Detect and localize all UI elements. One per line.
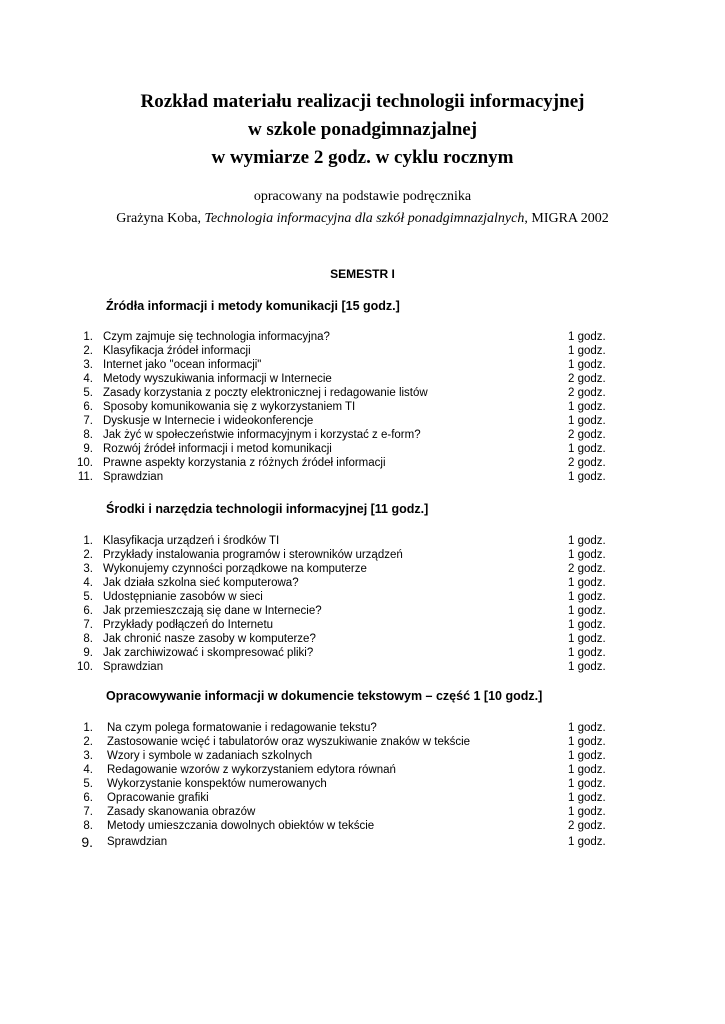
section-heading-3: Opracowywanie informacji w dokumencie tekstowym – część 1 [10 godz.] — [106, 689, 543, 703]
item-hours: 1 godz. — [568, 549, 606, 561]
list-item — [60, 791, 620, 805]
item-topic: Metody umieszczania dowolnych obiektów w tekście — [107, 820, 375, 832]
list-item — [60, 548, 620, 562]
item-hours: 2 godz. — [568, 457, 606, 469]
item-topic: Metody wyszukiwania informacji w Internecie — [103, 373, 332, 385]
item-hours: 1 godz. — [568, 619, 606, 631]
item-number: 8. — [83, 820, 93, 832]
item-hours: 1 godz. — [568, 535, 606, 547]
subtitle-line-1: opracowany na podstawie podręcznika — [253, 189, 472, 204]
list-item — [60, 534, 620, 548]
item-hours: 1 godz. — [568, 722, 606, 734]
list-item — [60, 763, 620, 777]
section-heading-1: Źródła informacji i metody komunikacji [15 godz.] — [106, 299, 400, 313]
item-hours: 1 godz. — [568, 331, 606, 343]
section-heading-2: Środki i narzędzia technologii informacyjnej [11 godz.] — [106, 502, 429, 516]
list-item — [60, 358, 620, 372]
item-topic: Redagowanie wzorów z wykorzystaniem edytora równań — [107, 764, 396, 776]
subtitle-line-2 — [0, 208, 725, 230]
item-hours: 1 godz. — [568, 750, 606, 762]
list-item — [60, 805, 620, 819]
book-title: Technologia informacyjna dla szkół ponadgimnazjalnych — [204, 211, 525, 226]
list-item — [60, 819, 620, 833]
item-topic: Jak działa szkolna sieć komputerowa? — [103, 577, 299, 589]
item-hours: 1 godz. — [568, 806, 606, 818]
item-topic: Wykorzystanie konspektów numerowanych — [107, 778, 327, 790]
section-list-1 — [60, 330, 620, 484]
item-hours: 1 godz. — [568, 647, 606, 659]
list-item — [60, 749, 620, 763]
book-author: Grażyna Koba, — [116, 211, 205, 226]
item-topic: Sprawdzian — [107, 836, 168, 848]
item-topic: Udostępnianie zasobów w sieci — [103, 591, 263, 603]
item-number: 2. — [83, 736, 93, 748]
item-topic: Jak przemieszczają się dane w Internecie? — [103, 605, 322, 617]
item-number: 9. — [83, 443, 93, 455]
item-hours: 1 godz. — [568, 778, 606, 790]
item-hours: 1 godz. — [568, 443, 606, 455]
title-line-2: w szkole ponadgimnazjalnej — [247, 119, 478, 140]
list-item — [60, 470, 620, 484]
item-topic: Sprawdzian — [103, 471, 164, 483]
item-topic: Jak chronić nasze zasoby w komputerze? — [103, 633, 316, 645]
section-list-3 — [60, 721, 620, 851]
item-topic: Czym zajmuje się technologia informacyjna? — [103, 331, 330, 343]
item-topic: Sprawdzian — [103, 661, 164, 673]
item-number: 8. — [83, 633, 93, 645]
item-number: 3. — [83, 750, 93, 762]
item-number: 10. — [77, 457, 93, 469]
book-publisher: , MIGRA 2002 — [524, 211, 609, 226]
item-topic: Opracowanie grafiki — [107, 792, 209, 804]
section-list-2 — [60, 534, 620, 674]
item-hours: 2 godz. — [568, 429, 606, 441]
item-number: 5. — [83, 591, 93, 603]
item-hours: 1 godz. — [568, 661, 606, 673]
item-number: 3. — [83, 359, 93, 371]
list-item — [60, 400, 620, 414]
item-topic: Przykłady instalowania programów i sterowników urządzeń — [103, 549, 403, 561]
item-hours: 1 godz. — [568, 359, 606, 371]
item-hours: 1 godz. — [568, 836, 606, 848]
item-hours: 1 godz. — [568, 415, 606, 427]
item-number: 6. — [83, 605, 93, 617]
item-hours: 1 godz. — [568, 345, 606, 357]
list-item — [60, 386, 620, 400]
list-item — [60, 414, 620, 428]
list-item — [60, 344, 620, 358]
item-number: 7. — [83, 415, 93, 427]
list-item — [60, 618, 620, 632]
item-number: 6. — [83, 401, 93, 413]
item-hours: 1 godz. — [568, 401, 606, 413]
list-item — [60, 456, 620, 470]
list-item — [60, 576, 620, 590]
item-number: 9. — [83, 647, 93, 659]
item-topic: Zastosowanie wcięć i tabulatorów oraz wyszukiwanie znaków w tekście — [107, 736, 471, 748]
item-number: 7. — [83, 619, 93, 631]
item-topic: Wzory i symbole w zadaniach szkolnych — [107, 750, 313, 762]
list-item — [60, 590, 620, 604]
list-item — [60, 562, 620, 576]
item-topic: Dyskusje w Internecie i wideokonferencje — [103, 415, 314, 427]
item-hours: 1 godz. — [568, 591, 606, 603]
list-item — [60, 632, 620, 646]
title-line-3: w wymiarze 2 godz. w cyklu rocznym — [211, 147, 514, 168]
item-number: 4. — [83, 764, 93, 776]
item-topic: Rozwój źródeł informacji i metod komunikacji — [103, 443, 332, 455]
item-number: 1. — [83, 722, 93, 734]
semester-heading: SEMESTR I — [330, 267, 395, 281]
list-item — [60, 442, 620, 456]
item-hours: 1 godz. — [568, 736, 606, 748]
item-topic: Wykonujemy czynności porządkowe na komputerze — [103, 563, 367, 575]
item-number: 8. — [83, 429, 93, 441]
item-number: 5. — [83, 387, 93, 399]
item-number: 2. — [83, 549, 93, 561]
item-hours: 1 godz. — [568, 577, 606, 589]
list-item — [60, 604, 620, 618]
item-topic: Prawne aspekty korzystania z różnych źródeł informacji — [103, 457, 386, 469]
item-number: 11. — [77, 471, 93, 483]
item-number: 6. — [83, 792, 93, 804]
item-number: 7. — [83, 806, 93, 818]
item-hours: 2 godz. — [568, 387, 606, 399]
item-number: 3. — [83, 563, 93, 575]
list-item — [60, 777, 620, 791]
list-item — [60, 721, 620, 735]
title-line-1: Rozkład materiału realizacji technologii informacyjnej — [140, 91, 585, 112]
item-number: 2. — [83, 345, 93, 357]
item-number: 4. — [83, 577, 93, 589]
list-item — [60, 330, 620, 344]
item-hours: 2 godz. — [568, 820, 606, 832]
item-topic: Klasyfikacja urządzeń i środków TI — [103, 535, 280, 547]
item-hours: 1 godz. — [568, 605, 606, 617]
item-hours: 2 godz. — [568, 563, 606, 575]
item-topic: Przykłady podłączeń do Internetu — [103, 619, 274, 631]
item-topic: Jak żyć w społeczeństwie informacyjnym i korzystać z e-form? — [103, 429, 421, 441]
item-hours: 1 godz. — [568, 471, 606, 483]
list-item — [60, 646, 620, 660]
item-hours: 1 godz. — [568, 633, 606, 645]
item-hours: 1 godz. — [568, 764, 606, 776]
document-title — [0, 88, 725, 172]
item-topic: Internet jako "ocean informacji" — [103, 359, 262, 371]
document-subtitle — [0, 186, 725, 230]
item-number: 4. — [83, 373, 93, 385]
item-hours: 1 godz. — [568, 792, 606, 804]
item-topic: Klasyfikacja źródeł informacji — [103, 345, 251, 357]
item-topic: Sposoby komunikowania się z wykorzystaniem TI — [103, 401, 356, 413]
item-topic: Zasady korzystania z poczty elektronicznej i redagowanie listów — [103, 387, 428, 399]
item-topic: Zasady skanowania obrazów — [107, 806, 256, 818]
item-number: 5. — [83, 778, 93, 790]
item-number: 1. — [83, 331, 93, 343]
item-topic: Jak zarchiwizować i skompresować pliki? — [103, 647, 314, 659]
list-item — [60, 735, 620, 749]
list-item — [60, 428, 620, 442]
item-topic: Na czym polega formatowanie i redagowanie tekstu? — [107, 722, 377, 734]
item-number: 10. — [77, 661, 93, 673]
item-hours: 2 godz. — [568, 373, 606, 385]
list-item — [60, 833, 620, 851]
list-item — [60, 372, 620, 386]
item-number: 9. — [81, 834, 93, 850]
list-item — [60, 660, 620, 674]
item-number: 1. — [83, 535, 93, 547]
